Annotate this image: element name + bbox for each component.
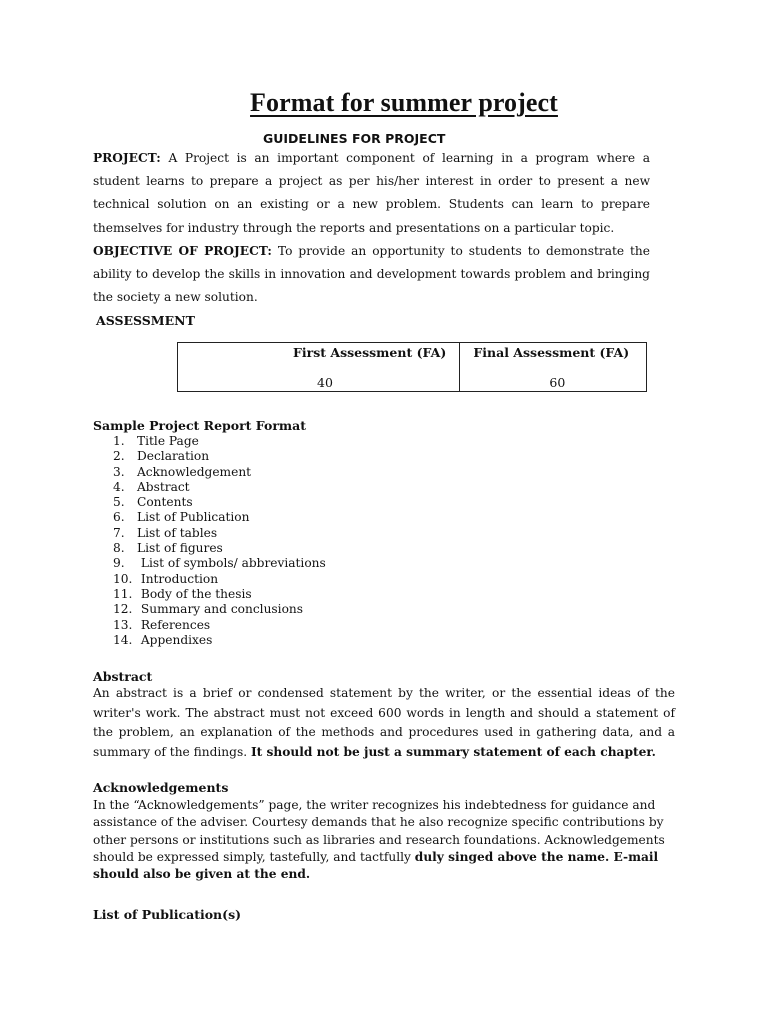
list-item xyxy=(113,510,326,525)
list-item xyxy=(113,495,326,510)
objective-text: To provide an opportunity to students to demonstrate the ability to develop the skills in innovation and development towards problem and bringing the society a new solution. xyxy=(93,244,650,305)
acknowledgements-heading: Acknowledgements xyxy=(93,780,229,795)
list-item xyxy=(113,572,326,587)
page-title: Format for summer project xyxy=(250,88,558,117)
abstract-text: An abstract is a brief or condensed statement by the writer, or the essential ideas of the writer's work. The abstract must not exceed 600 words in length and should a statement of the problem, an explanation of the methods and procedures used in gathering data, and a summary of the findings. xyxy=(93,686,675,759)
list-item-label: References xyxy=(137,617,211,632)
first-assessment-header: First Assessment (FA) xyxy=(293,345,447,360)
list-item-label: Title Page xyxy=(137,434,199,448)
final-assessment-value: 60 xyxy=(549,375,566,390)
list-item xyxy=(113,587,326,602)
list-item-label: Abstract xyxy=(137,479,190,494)
first-assessment-value: 40 xyxy=(317,375,333,390)
list-item xyxy=(113,602,326,617)
list-item xyxy=(113,480,326,495)
list-item-label: Introduction xyxy=(137,571,219,586)
objective-label: OBJECTIVE OF PROJECT: xyxy=(93,244,272,258)
list-item xyxy=(113,541,326,556)
list-item-label: Contents xyxy=(137,495,193,510)
list-item-number: 2. xyxy=(113,449,125,464)
list-item-number: 11. xyxy=(113,586,133,601)
project-text: A Project is an important component of learning in a program where a student learns to prepare a project as per his/her interest in order to present a new technical solution on an existing or a new problem. Students can learn to prepare themselves for industry through the reports and presentations on a particular topic. xyxy=(93,151,650,235)
list-item-number: 7. xyxy=(113,525,125,540)
list-item-label: List of symbols/ abbreviations xyxy=(137,556,326,571)
abstract-paragraph xyxy=(93,684,675,762)
list-item xyxy=(113,556,326,571)
objective-paragraph xyxy=(93,240,650,310)
abstract-bold-text: It should not be just a summary statement of each chapter. xyxy=(250,744,656,759)
assessment-table xyxy=(177,342,647,392)
list-item-number: 10. xyxy=(113,571,133,586)
list-item xyxy=(113,449,326,464)
list-item-label: Body of the thesis xyxy=(137,586,252,601)
list-item xyxy=(113,633,326,648)
list-item xyxy=(113,618,326,633)
table-cell-final-assessment xyxy=(460,343,647,392)
project-paragraph xyxy=(93,147,650,240)
list-item-number: 13. xyxy=(113,617,133,632)
final-assessment-header: Final Assessment (FA) xyxy=(473,345,630,360)
list-item-label: List of tables xyxy=(137,525,218,540)
acknowledgements-paragraph xyxy=(93,797,668,883)
list-item-number: 5. xyxy=(113,495,125,510)
report-format-list xyxy=(113,434,326,648)
list-item-label: Summary and conclusions xyxy=(137,602,304,617)
list-item-label: List of figures xyxy=(137,541,223,556)
list-item-number: 9. xyxy=(113,556,125,571)
table-row xyxy=(178,343,647,392)
list-item-number: 6. xyxy=(113,510,125,525)
list-item-label: Declaration xyxy=(137,449,210,464)
list-item-number: 14. xyxy=(113,632,133,647)
project-label: PROJECT: xyxy=(93,151,161,165)
acknowledgements-bold-text: duly singed above the name. E-mail should also be given at the end. xyxy=(93,849,659,882)
list-item-label: List of Publication xyxy=(137,510,250,525)
list-item-number: 4. xyxy=(113,479,125,494)
list-item xyxy=(113,465,326,480)
list-item-number: 1. xyxy=(113,434,125,448)
sample-report-heading: Sample Project Report Format xyxy=(93,418,307,433)
list-item-label: Appendixes xyxy=(137,632,213,647)
list-item-number: 3. xyxy=(113,464,125,479)
list-item xyxy=(113,434,326,449)
table-cell-first-assessment xyxy=(178,343,460,392)
list-item-number: 12. xyxy=(113,602,133,617)
list-item xyxy=(113,526,326,541)
assessment-heading: ASSESSMENT xyxy=(96,313,195,328)
guidelines-heading: GUIDELINES FOR PROJECT xyxy=(263,131,446,146)
list-item-number: 8. xyxy=(113,541,125,556)
acknowledgements-text: In the “Acknowledgements” page, the writer recognizes his indebtedness for guidance and assistance of the adviser. Courtesy demands that he also recognize specific contributions by other persons or institutions such as libraries and research foundations. Acknowledgements should be expressed simply, tastefully, and tactfully xyxy=(93,798,665,864)
publications-heading: List of Publication(s) xyxy=(93,907,242,922)
list-item-label: Acknowledgement xyxy=(137,464,252,479)
abstract-heading: Abstract xyxy=(93,669,153,684)
